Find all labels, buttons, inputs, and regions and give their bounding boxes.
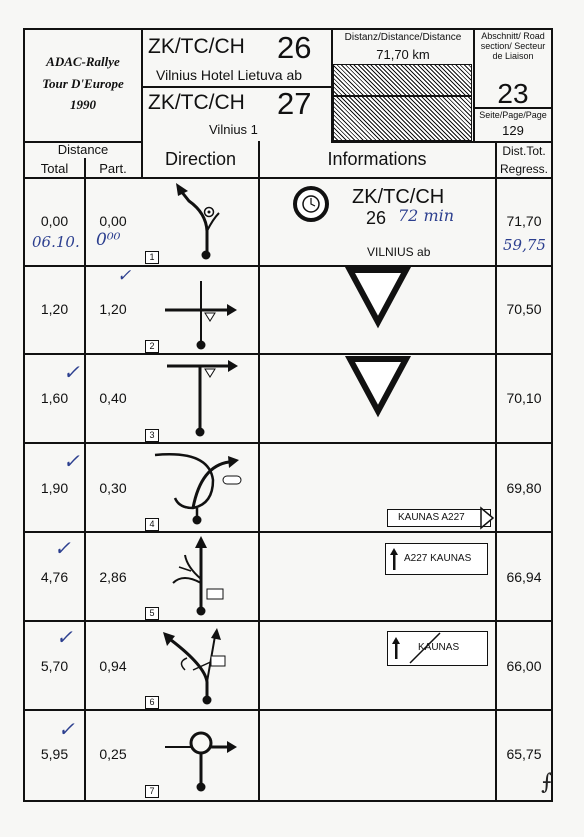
- vline-total-part: [84, 158, 86, 800]
- row-total: 0,00: [40, 213, 69, 229]
- sign-text: A227 KAUNAS: [404, 553, 472, 564]
- row-sep-3: [23, 442, 552, 444]
- handwritten-check: ✓: [56, 625, 73, 649]
- tulip-diagram: [143, 179, 258, 265]
- row-regress: 65,75: [506, 746, 542, 762]
- strike-line: [388, 632, 487, 665]
- page-value: 129: [502, 123, 524, 138]
- row-sep-2: [23, 353, 552, 355]
- direction-sign-arrow: [387, 509, 491, 527]
- handwritten-check: ✓: [63, 449, 80, 473]
- col-direction: Direction: [164, 149, 237, 169]
- section-label: Abschnitt/ Road section/ Secteur de Liaison: [480, 31, 546, 61]
- hatched-field-1: [333, 64, 472, 96]
- row-number: 7: [145, 785, 159, 798]
- start-control-place: Vilnius Hotel Lietuva ab: [156, 67, 303, 83]
- row-total: 1,90: [40, 480, 69, 496]
- row-number: 2: [145, 340, 159, 353]
- frame-bottom: [23, 800, 552, 802]
- row-total: 5,95: [40, 746, 69, 762]
- info-control-number: 26: [366, 208, 387, 228]
- event-title: ADAC-Rallye: [46, 54, 120, 69]
- direction-sign-box: [385, 543, 488, 575]
- col-distance: Distance: [57, 142, 109, 157]
- end-control-code: ZK/TC/CH: [148, 91, 245, 114]
- row-sep-5: [23, 620, 552, 622]
- row-part: 0,00: [99, 213, 127, 229]
- end-control-place: Vilnius 1: [209, 122, 258, 137]
- start-control-code: ZK/TC/CH: [148, 35, 245, 58]
- tulip-diagram: [143, 622, 258, 708]
- col-regress: Regress.: [499, 162, 549, 176]
- col-part: Part.: [99, 161, 127, 176]
- row-sep-6: [23, 709, 552, 711]
- col-total: Total: [40, 161, 69, 176]
- distance-label: Distanz/Distance/Distance: [344, 32, 462, 43]
- hline-header-bottom: [23, 177, 552, 179]
- handwritten-check: ✓: [58, 717, 75, 741]
- row-total: 1,20: [40, 301, 69, 317]
- event-year: 1990: [70, 97, 96, 112]
- hline-141b: [331, 141, 551, 143]
- tulip-diagram: [143, 355, 258, 441]
- row-regress: 70,10: [506, 390, 542, 406]
- section-value: 23: [497, 78, 529, 109]
- handwritten-check: ✓: [117, 266, 132, 286]
- tulip-diagram: [143, 711, 258, 797]
- distance-value: 71,70 km: [376, 47, 430, 62]
- row-regress: 66,00: [506, 658, 542, 674]
- handwritten-time: 72 min: [398, 206, 455, 225]
- event-subtitle: Tour D'Europe: [42, 76, 124, 91]
- row-number: 4: [145, 518, 159, 531]
- row-part: 2,86: [99, 569, 127, 585]
- sign-arrow-tip: [481, 508, 495, 528]
- row-sep-1: [23, 265, 552, 267]
- info-control-code: ZK/TC/CH: [352, 186, 445, 208]
- col-dist-tot: Dist.Tot.: [502, 144, 546, 158]
- handwritten-check: ✓: [63, 360, 80, 384]
- direction-sign-box-crossed: [387, 631, 488, 666]
- yield-sign-icon: [348, 357, 408, 413]
- row-regress: 70,50: [506, 301, 542, 317]
- handwritten-check: ✓: [54, 536, 71, 560]
- control-clock-icon: [293, 186, 329, 222]
- row-part: 0,30: [99, 480, 127, 496]
- row-regress: 71,70: [506, 213, 542, 229]
- info-control-place: VILNIUS ab: [367, 245, 431, 259]
- row-part: 0,25: [99, 746, 127, 762]
- tulip-diagram: [143, 533, 258, 619]
- row-total: 4,76: [40, 569, 69, 585]
- row-regress: 69,80: [506, 480, 542, 496]
- vline-info-regress: [495, 141, 497, 800]
- row-part: 1,20: [99, 301, 127, 317]
- row-part: 0,94: [99, 658, 127, 674]
- row-sep-4: [23, 531, 552, 533]
- row-number: 6: [145, 696, 159, 709]
- row-total: 1,60: [40, 390, 69, 406]
- tulip-diagram: [143, 267, 258, 353]
- row-number: 5: [145, 607, 159, 620]
- end-control-number: 27: [277, 86, 312, 121]
- row-number: 1: [145, 251, 159, 264]
- sign-text: KAUNAS A227: [398, 512, 465, 523]
- tulip-diagram: [143, 444, 258, 530]
- hatched-field-2: [333, 96, 472, 141]
- col-informations: Informations: [327, 149, 427, 169]
- handwritten-regress: 59,75: [503, 236, 546, 254]
- row-total: 5,70: [40, 658, 69, 674]
- row-number: 3: [145, 429, 159, 442]
- initials-mark: ⨍: [541, 770, 553, 795]
- page-label: Seite/Page/Page: [479, 110, 547, 120]
- start-control-number: 26: [277, 30, 312, 65]
- vline-direction-info: [258, 141, 260, 800]
- handwritten-date: 06.10.: [32, 233, 80, 251]
- row-part: 0,40: [99, 390, 127, 406]
- sign-text: KAUNAS: [418, 642, 460, 653]
- yield-sign-icon: [348, 268, 408, 324]
- handwritten-part: 0⁰⁰: [96, 230, 121, 250]
- arrow-up-icon: [390, 548, 398, 570]
- row-regress: 66,94: [506, 569, 542, 585]
